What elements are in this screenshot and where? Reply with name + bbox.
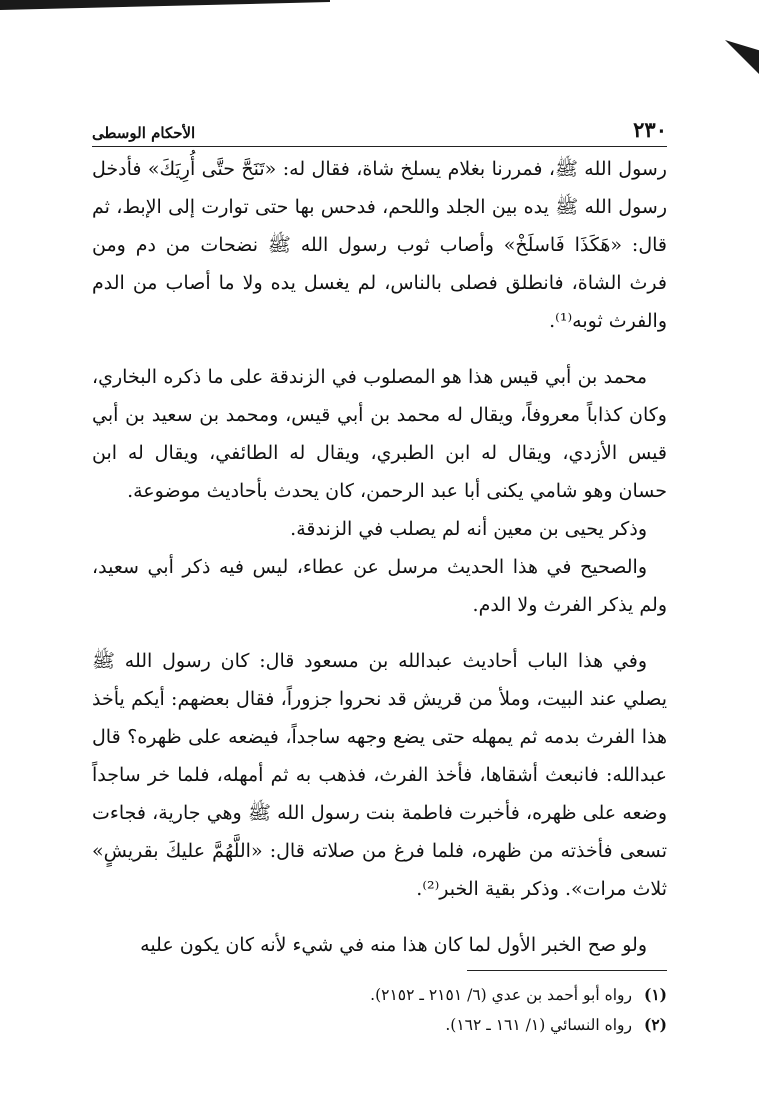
footnote-2-mark: (٢) (643, 1015, 667, 1034)
page-number: ٢٣٠ (633, 117, 667, 142)
running-title: الأحكام الوسطى (92, 124, 196, 142)
paragraph-conclusion: ولو صح الخبر الأول لما كان هذا منه في شيء لأنه كان يكون عليه (140, 934, 647, 956)
footnote-divider (467, 970, 667, 971)
page-header (92, 112, 667, 147)
paragraph-ibn-maeen: وذكر يحيى بن معين أنه لم يصلب في الزندقة. (290, 518, 647, 540)
paragraph-narrator-note: محمد بن أبي قيس هذا هو المصلوب في الزندقة على ما ذكره البخاري، وكان كذاباً معروفاً، ويقال له محمد بن أبي قيس، ومحمد بن سعيد بن أبي قيس الأزدي، ويقال له ابن الطبري، ويقال له الطائفي، ويقال له ابن حسان وهو شامي يكنى أبا عبد الرحمن، كان يحدث بأحاديث موضوعة. (92, 366, 667, 502)
scan-edge-top (0, 0, 330, 10)
paragraph-correct-version: والصحيح في هذا الحديث مرسل عن عطاء، ليس فيه ذكر أبي سعيد، ولم يذكر الفرث ولا الدم. (92, 556, 667, 616)
footnote-1-text: رواه أبو أحمد بن عدي (٦/ ٢١٥١ ـ ٢١٥٢). (370, 986, 632, 1004)
footnote-1-mark: (١) (643, 985, 667, 1004)
footnote-2 (92, 1010, 667, 1040)
paragraph-hadith-continuation: رسول الله ﷺ، فمررنا بغلام يسلخ شاة، فقال له: «تَنَحَّ حتَّى أُرِيَكَ» فأدخل رسول الله ﷺ يده بين الجلد واللحم، فدحس بها حتى توارت إلى الإبط، ثم قال: «هَكَذَا فَاسلَخْ» وأصاب ثوب رسول الله ﷺ نضحات من دم ومن فرث الشاة، فانطلق فصلى بالناس، لم يغسل يده ولا ما أصاب من الدم والفرث ثوبه⁽¹⁾. (92, 158, 667, 332)
scan-edge-corner (725, 40, 759, 74)
paragraph-ibn-masud: وفي هذا الباب أحاديث عبدالله بن مسعود قال: كان رسول الله ﷺ يصلي عند البيت، وملأ من قريش قد نحروا جزوراً، فقال بعضهم: أيكم يأخذ هذا الفرث بدمه ثم يمهله حتى يضع وجهه ساجداً، فيضعه على ظهره؟ قال عبدالله: فانبعث أشقاها، فأخذ الفرث، فذهب به ثم أمهله، فلما خر ساجداً وضعه على ظهره، فأخبرت فاطمة بنت رسول الله ﷺ وهي جارية، فجاءت تسعى فأخذته من ظهره، فلما فرغ من صلاته قال: «اللَّهُمَّ عليكَ بقريشٍ» ثلاث مرات». وذكر بقية الخبر⁽²⁾. (92, 650, 667, 900)
footnotes (92, 980, 667, 1040)
main-text (92, 150, 667, 964)
footnote-2-text: رواه النسائي (١/ ١٦١ ـ ١٦٢). (445, 1016, 632, 1034)
footnote-1 (92, 980, 667, 1010)
